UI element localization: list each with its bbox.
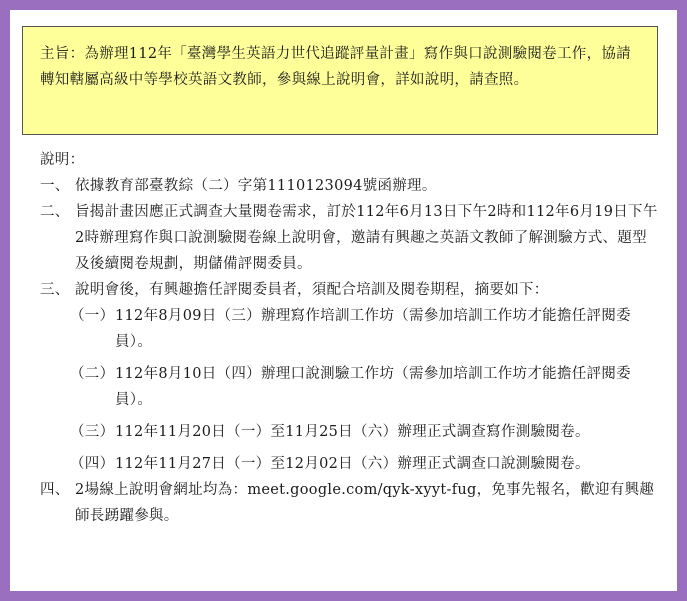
sub-item-1 [40, 303, 660, 355]
item-text: 說明會後，有興趣擔任評閱委員者，須配合培訓及閱卷期程，摘要如下： [75, 282, 549, 298]
explanation-section [40, 147, 660, 529]
explanation-item-1 [40, 173, 660, 199]
subject-text: 主旨：為辦理112年「臺灣學生英語力世代追蹤評量計畫」寫作與口說測驗閱卷工作，協請轉知轄屬高級中等學校英語文教師，參與線上說明會，詳如說明，請查照。 [40, 46, 631, 88]
sub-item-text: 112年11月27日（一）至12月02日（六）辦理正式調查口說測驗閱卷。 [115, 456, 590, 472]
item-marker: 二、 [40, 204, 70, 220]
sub-item-text: 112年11月20日（一）至11月25日（六）辦理正式調查寫作測驗閱卷。 [115, 424, 590, 440]
explanation-item-2 [40, 199, 660, 277]
item-marker: 一、 [40, 178, 70, 194]
item-text: 依據教育部臺教綜（二）字第1110123094號函辦理。 [75, 178, 437, 194]
sub-item-2 [40, 361, 660, 413]
sub-item-4 [40, 451, 660, 477]
sub-item-marker: （三） [70, 424, 115, 440]
sub-item-text: 112年8月09日（三）辦理寫作培訓工作坊（需參加培訓工作坊才能擔任評閱委員）。 [115, 308, 631, 350]
sub-item-text: 112年8月10日（四）辦理口說測驗工作坊（需參加培訓工作坊才能擔任評閱委員）。 [115, 366, 631, 408]
item-marker: 四、 [40, 482, 70, 498]
item-text: 旨揭計畫因應正式調查大量閱卷需求，訂於112年6月13日下午2時和112年6月19日下午2時辦理寫作與口說測驗閱卷線上說明會，邀請有興趣之英語文教師了解測驗方式、題型及後續閱卷規劃，期儲備評閱委員。 [75, 204, 658, 272]
item-text: 2場線上說明會網址均為：meet.google.com/qyk-xyyt-fug，免事先報名，歡迎有興趣師長踴躍參與。 [75, 482, 655, 524]
subject-box [22, 26, 658, 135]
explanation-item-4 [40, 477, 660, 529]
sub-item-3 [40, 419, 660, 445]
sub-item-marker: （一） [70, 308, 115, 324]
sub-item-marker: （二） [70, 366, 115, 382]
explanation-heading: 說明： [40, 152, 85, 168]
item-marker: 三、 [40, 282, 70, 298]
explanation-item-3 [40, 277, 660, 303]
sub-item-marker: （四） [70, 456, 115, 472]
